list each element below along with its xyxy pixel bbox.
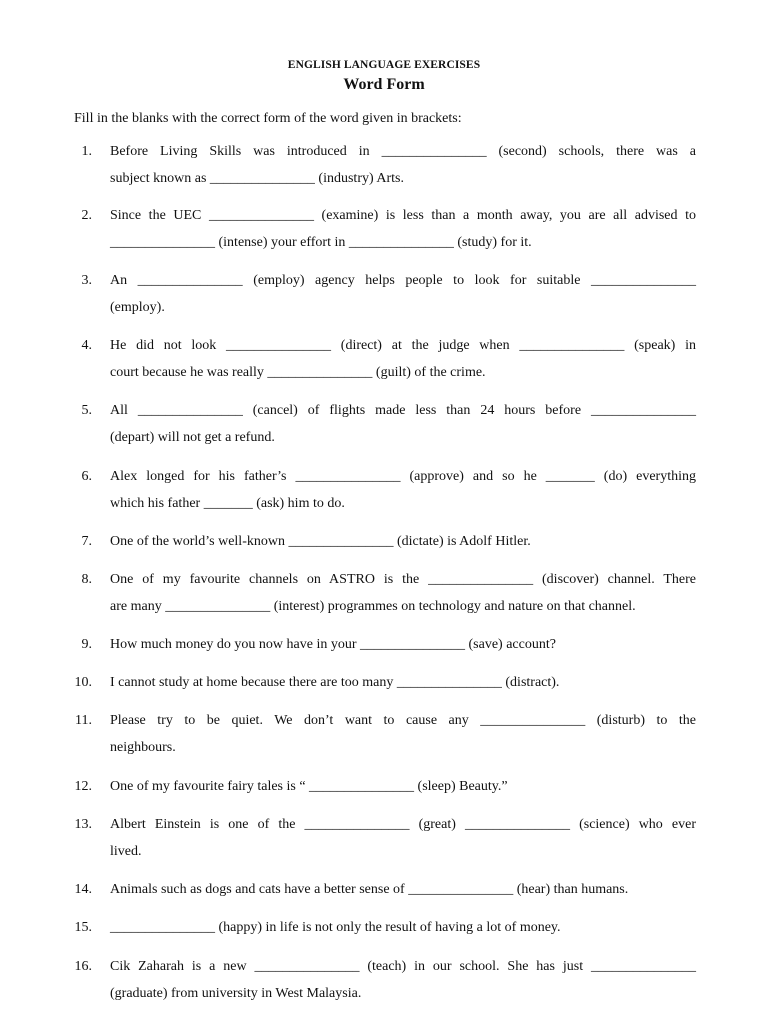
question-number: 9.	[81, 637, 92, 652]
worksheet-subtitle: ENGLISH LANGUAGE EXERCISES	[287, 59, 481, 71]
question-line: are many _______________ (interest) programmes on technology and nature on that channel.	[110, 598, 636, 614]
question-number: 8.	[81, 572, 92, 587]
question-line: (depart) will not get a refund.	[110, 429, 275, 445]
question-line: All _______________ (cancel) of flights made less than 24 hours before _______________	[110, 403, 696, 418]
worksheet-title: Word Form	[343, 76, 425, 93]
question-line: court because he was really _______________ (guilt) of the crime.	[110, 364, 486, 380]
question-line: Animals such as dogs and cats have a better sense of _______________ (hear) than humans.	[110, 882, 629, 897]
question-text	[110, 567, 696, 620]
question-text	[110, 529, 696, 556]
question-line: _______________ (happy) in life is not only the result of having a lot of money.	[110, 920, 561, 935]
question-number: 2.	[81, 208, 92, 223]
question-number: 14.	[74, 882, 92, 897]
question-line: (graduate) from university in West Malaysia.	[110, 985, 362, 1001]
question-text	[110, 464, 696, 517]
question-text	[110, 203, 696, 256]
question-number: 7.	[81, 534, 92, 549]
question-text	[110, 774, 696, 801]
question-number: 3.	[81, 273, 92, 288]
question-line: He did not look _______________ (direct) at the judge when _______________ (speak) in	[110, 338, 696, 353]
question-line: Please try to be quiet. We don’t want to cause any _______________ (disturb) to the	[110, 713, 696, 728]
question-text	[110, 333, 696, 386]
question-line: How much money do you now have in your _______________ (save) account?	[110, 637, 556, 652]
question-text	[110, 670, 696, 697]
question-text	[110, 877, 696, 904]
question-line: One of my favourite fairy tales is “ _______________ (sleep) Beauty.”	[110, 779, 508, 794]
question-text	[110, 139, 696, 192]
question-line: (employ).	[110, 299, 165, 315]
question-number: 4.	[81, 338, 92, 353]
question-text	[110, 812, 696, 865]
question-number: 13.	[74, 817, 92, 832]
question-line: I cannot study at home because there are too many _______________ (distract).	[110, 675, 560, 690]
question-number: 15.	[74, 920, 92, 935]
question-line: Albert Einstein is one of the _______________ (great) _______________ (science) who ever	[110, 817, 696, 832]
question-line: Cik Zaharah is a new _______________ (teach) in our school. She has just _______________	[110, 959, 696, 974]
question-line: An _______________ (employ) agency helps people to look for suitable _______________	[110, 273, 696, 288]
question-line: Since the UEC _______________ (examine) is less than a month away, you are all advised to	[110, 208, 696, 223]
question-number: 12.	[74, 779, 92, 794]
question-number: 6.	[81, 469, 92, 484]
question-line: Alex longed for his father’s _______________ (approve) and so he _______ (do) everything	[110, 469, 696, 484]
question-line: One of the world’s well-known _______________ (dictate) is Adolf Hitler.	[110, 534, 531, 549]
instructions: Fill in the blanks with the correct form of the word given in brackets:	[74, 111, 462, 126]
question-number: 1.	[81, 144, 92, 159]
question-text	[110, 708, 696, 761]
question-text	[110, 915, 696, 942]
question-text	[110, 632, 696, 659]
question-number: 10.	[74, 675, 92, 690]
question-line: One of my favourite channels on ASTRO is the _______________ (discover) channel. There	[110, 572, 696, 587]
question-number: 16.	[74, 959, 92, 974]
question-number: 11.	[75, 713, 92, 728]
question-line: Before Living Skills was introduced in _______________ (second) schools, there was a	[110, 144, 696, 159]
question-line: subject known as _______________ (industry) Arts.	[110, 170, 404, 186]
question-line: _______________ (intense) your effort in _______________ (study) for it.	[110, 234, 532, 250]
question-text	[110, 398, 696, 451]
question-line: neighbours.	[110, 739, 176, 755]
question-number: 5.	[81, 403, 92, 418]
question-text	[110, 954, 696, 1007]
question-line: lived.	[110, 843, 142, 859]
question-line: which his father _______ (ask) him to do.	[110, 495, 345, 511]
question-text	[110, 268, 696, 321]
